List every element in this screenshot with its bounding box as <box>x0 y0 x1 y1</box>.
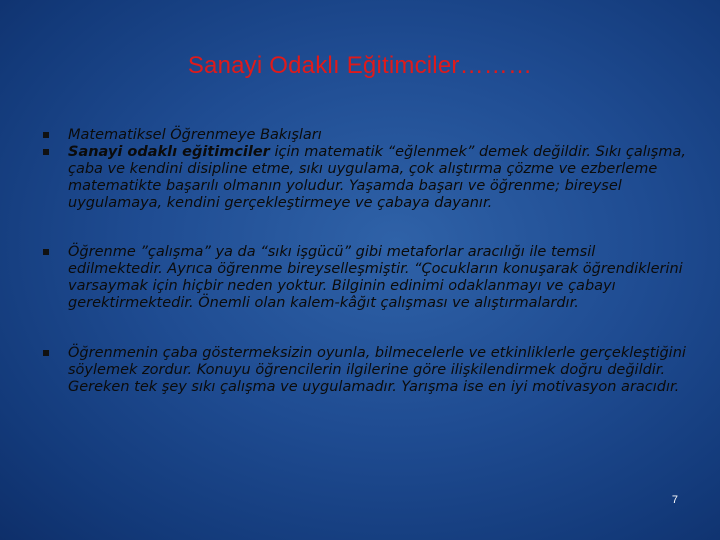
bullet-bold-lead: Sanayi odaklı eğitimciler <box>68 144 270 160</box>
slide-title: Sanayi Odaklı Eğitimciler……… <box>187 52 533 79</box>
bullet-text: için matematik “eğlenmek” demek değildir. Sıkı çalışma, çaba ve kendini disipline etme, sıkı uygulama, çok alıştırma çözme ve ezberleme matematikte başarılı olmanın yoludur. Yaşamda başarı ve öğrenme; bireysel uygulamaya, kendini gerçekleştirmeye ve çabaya dayanır. <box>68 144 686 211</box>
bullet-item-2 <box>40 144 690 212</box>
bullet-text: Öğrenme ”çalışma” ya da “sıkı işgücü” gibi metaforlar aracılığı ile temsil edilmektedir. Ayrıca öğrenme bireyselleşmiştir. “Çocukların konuşarak öğrendiklerini varsaymak için hiçbir neden yoktur. Bilginin edinimi odaklanmayı ve çabayı gerektirmektedir. Önemli olan kalem-kâğıt çalışması ve alıştırmalardır. <box>68 244 683 311</box>
square-bullet-icon <box>43 132 49 138</box>
square-bullet-icon <box>43 249 49 255</box>
bullet-text: Öğrenmenin çaba göstermeksizin oyunla, bilmecelerle ve etkinliklerle gerçekleştiğini söylemek zordur. Konuyu öğrencilerin ilgilerine göre ilişkilendirmek doğru değildir. Gereken tek şey sıkı çalışma ve uygulamadır. Yarışma ise en iyi motivasyon aracıdır. <box>68 345 686 395</box>
bullet-item-3 <box>40 244 690 312</box>
bullet-text: Matematiksel Öğrenmeye Bakışları <box>68 127 322 143</box>
bullet-list <box>40 127 690 396</box>
square-bullet-icon <box>43 350 49 356</box>
page-number: 7 <box>671 494 678 506</box>
bullet-item-4 <box>40 345 690 396</box>
bullet-item-1 <box>40 127 690 144</box>
square-bullet-icon <box>43 149 49 155</box>
